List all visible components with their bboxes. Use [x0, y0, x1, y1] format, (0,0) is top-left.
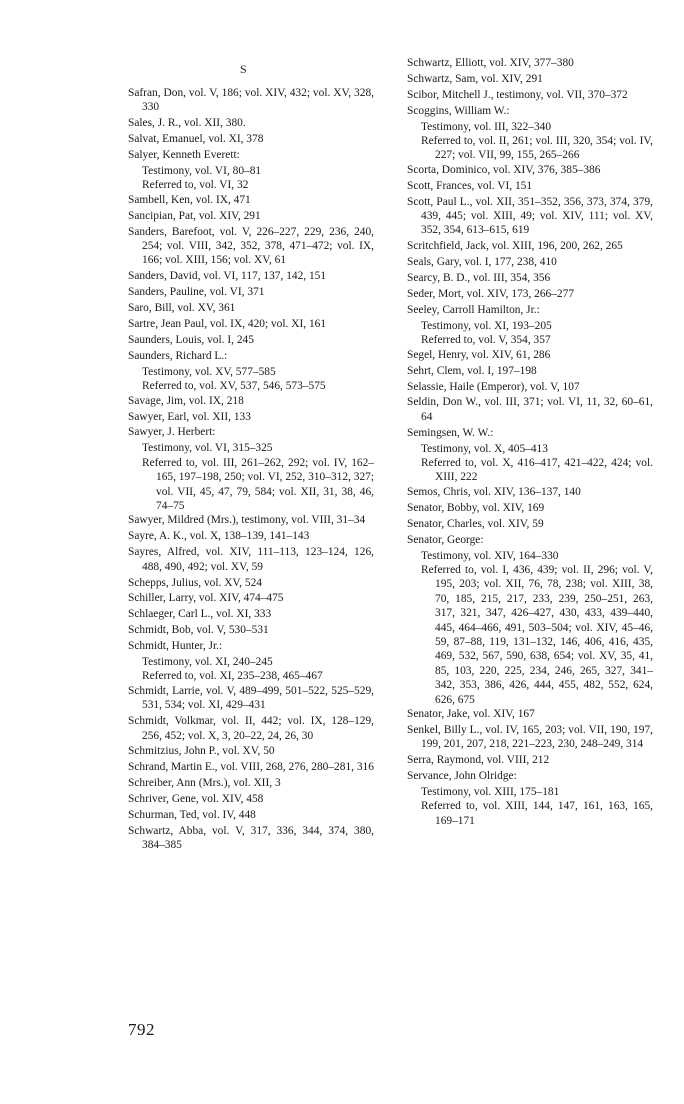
index-entry — [407, 163, 653, 177]
index-entry-heading: Servance, John Olridge: — [407, 770, 517, 783]
index-entry-heading: Schmidt, Volkmar, vol. II, 442; vol. IX, 128–129, 256, 452; vol. X, 3, 20–22, 24, 26, 30 — [128, 715, 374, 742]
index-entry — [128, 193, 374, 207]
index-entry — [407, 239, 653, 253]
index-entry-heading: Seder, Mort, vol. XIV, 173, 266–277 — [407, 288, 575, 301]
index-entry-heading: Sawyer, Earl, vol. XII, 133 — [128, 410, 251, 423]
index-entry-heading: Senator, Jake, vol. XIV, 167 — [407, 707, 535, 720]
index-entry — [128, 808, 374, 822]
index-entry — [128, 410, 374, 424]
index-entry-heading: Schwartz, Elliott, vol. XIV, 377–380 — [407, 57, 574, 69]
page-number: 792 — [128, 1020, 155, 1039]
index-entry — [128, 333, 374, 347]
index-entry — [128, 317, 374, 331]
index-subentry: Referred to, vol. II, 261; vol. III, 320, 354; vol. IV, 227; vol. VII, 99, 155, 265–266 — [421, 135, 653, 162]
index-entry — [407, 348, 653, 362]
index-entry-heading: Sanders, David, vol. VI, 117, 137, 142, 151 — [128, 270, 327, 283]
index-subentry: Testimony, vol. X, 405–413 — [421, 442, 548, 455]
index-entry — [128, 349, 374, 394]
index-entry-heading: Scott, Paul L., vol. XII, 351–352, 356, 373, 374, 379, 439, 445; vol. XIII, 49; vol. XIV, 111; vol. XV, 352, 354, 613–615, 619 — [407, 195, 653, 237]
index-entry — [407, 271, 653, 285]
index-entry — [407, 426, 653, 485]
index-entry — [407, 380, 653, 394]
index-entry — [407, 88, 653, 102]
index-entry — [407, 56, 653, 70]
index-entry-heading: Sancipian, Pat, vol. XIV, 291 — [128, 209, 261, 222]
index-subentry: Testimony, vol. VI, 80–81 — [142, 165, 262, 178]
index-subentry: Referred to, vol. XV, 537, 546, 573–575 — [142, 380, 326, 393]
index-entry — [407, 501, 653, 515]
index-entry-heading: Schurman, Ted, vol. IV, 448 — [128, 809, 256, 822]
index-entry-heading: Scorta, Dominico, vol. XIV, 376, 385–386 — [407, 163, 601, 176]
index-entry — [128, 744, 374, 758]
index-entry — [128, 684, 374, 713]
index-entry-heading: Schriver, Gene, vol. XIV, 458 — [128, 793, 264, 806]
index-entry — [128, 607, 374, 621]
index-entry — [128, 529, 374, 543]
index-entry-heading: Salvat, Emanuel, vol. XI, 378 — [128, 133, 264, 146]
index-entry — [407, 723, 653, 752]
index-entry — [407, 303, 653, 348]
index-entry-heading: Scritchfield, Jack, vol. XIII, 196, 200, 262, 265 — [407, 240, 623, 253]
index-subentry: Testimony, vol. VI, 315–325 — [142, 442, 273, 455]
index-entry-heading: Sambell, Ken, vol. IX, 471 — [128, 193, 251, 206]
index-entry — [407, 287, 653, 301]
index-entry-heading: Schrand, Martin E., vol. VIII, 268, 276, 280–281, 316 — [128, 761, 374, 774]
index-entry-heading: Saunders, Louis, vol. I, 245 — [128, 334, 254, 346]
index-entry-heading: Senator, Charles, vol. XIV, 59 — [407, 517, 544, 530]
index-entry — [128, 760, 374, 774]
index-entry — [407, 485, 653, 499]
index-entry-heading: Sanders, Pauline, vol. VI, 371 — [128, 286, 265, 299]
index-entry — [407, 769, 653, 828]
index-entry-heading: Saro, Bill, vol. XV, 361 — [128, 302, 236, 315]
index-entry-heading: Sayres, Alfred, vol. XIV, 111–113, 123–124, 126, 488, 490, 492; vol. XV, 59 — [128, 546, 374, 573]
index-subentry: Testimony, vol. XI, 240–245 — [142, 656, 273, 669]
index-entry-heading: Schmitzius, John P., vol. XV, 50 — [128, 745, 275, 758]
index-entry — [128, 301, 374, 315]
index-subentry: Referred to, vol. XIII, 144, 147, 161, 163, 165, 169–171 — [421, 800, 653, 827]
index-entry-heading: Schlaeger, Carl L., vol. XI, 333 — [128, 608, 272, 621]
index-entry — [407, 753, 653, 767]
index-entry-heading: Schreiber, Ann (Mrs.), vol. XII, 3 — [128, 777, 281, 790]
index-entry-heading: Scott, Frances, vol. VI, 151 — [407, 179, 533, 192]
index-entry — [128, 545, 374, 574]
index-subentry: Testimony, vol. XIII, 175–181 — [421, 786, 560, 798]
index-entry-heading: Senator, George: — [407, 533, 484, 546]
index-entry — [128, 714, 374, 743]
index-entry — [128, 576, 374, 590]
left-index-column — [128, 86, 374, 854]
index-entry — [128, 148, 374, 193]
index-subentry: Referred to, vol. V, 354, 357 — [421, 334, 551, 347]
index-entry — [407, 707, 653, 721]
index-entry-heading: Sawyer, Mildred (Mrs.), testimony, vol. VIII, 31–34 — [128, 514, 366, 527]
index-subentry: Testimony, vol. XV, 577–585 — [142, 365, 276, 378]
index-entry-heading: Savage, Jim, vol. IX, 218 — [128, 394, 244, 407]
index-entry-heading: Seeley, Carroll Hamilton, Jr.: — [407, 304, 540, 316]
index-entry-heading: Sehrt, Clem, vol. I, 197–198 — [407, 364, 537, 377]
index-entry — [128, 623, 374, 637]
index-entry-heading: Serra, Raymond, vol. VIII, 212 — [407, 754, 550, 767]
index-entry-heading: Sanders, Barefoot, vol. V, 226–227, 229, 236, 240, 254; vol. VIII, 342, 352, 378, 471–472; vol. IX, 166; vol. XIII, 156; vol. XV, 61 — [128, 225, 374, 267]
index-entry-heading: Schwartz, Sam, vol. XIV, 291 — [407, 72, 543, 85]
index-entry-heading: Salyer, Kenneth Everett: — [128, 149, 240, 162]
index-entry-heading: Senkel, Billy L., vol. IV, 165, 203; vol. VII, 190, 197, 199, 201, 207, 218, 221–223, 230, 248–249, 314 — [407, 723, 653, 751]
index-entry — [128, 824, 374, 853]
index-subentry: Testimony, vol. III, 322–340 — [421, 120, 552, 133]
index-entry — [128, 269, 374, 283]
right-index-column — [407, 56, 653, 828]
index-entry — [128, 285, 374, 299]
index-entry — [128, 425, 374, 513]
index-entry — [128, 639, 374, 684]
index-entry-heading: Schmidt, Bob, vol. V, 530–531 — [128, 624, 269, 637]
index-entry-heading: Senator, Bobby, vol. XIV, 169 — [407, 501, 545, 514]
index-subentry: Referred to, vol. X, 416–417, 421–422, 424; vol. XIII, 222 — [421, 457, 653, 484]
index-subentry: Testimony, vol. XIV, 164–330 — [421, 549, 559, 562]
index-entry-heading: Sales, J. R., vol. XII, 380. — [128, 117, 246, 130]
index-entry — [407, 255, 653, 269]
index-entry-heading: Schwartz, Abba, vol. V, 317, 336, 344, 374, 380, 384–385 — [128, 825, 374, 852]
index-entry — [128, 225, 374, 268]
index-entry-heading: Sayre, A. K., vol. X, 138–139, 141–143 — [128, 530, 310, 543]
index-entry — [128, 394, 374, 408]
index-entry — [407, 195, 653, 238]
index-subentry: Referred to, vol. I, 436, 439; vol. II, 296; vol. V, 195, 203; vol. XII, 76, 78, 238; vol. XIII, 38, 70, 185, 215, 217, 233, 239, 250–251, 263, 317, 321, 347, 426–427, 430, 433, 439–440, 445, 464–466, 491, 503–504; vol. XIV, 45–46, 59, 87–88, 119, 131–132, 146, 406, 416, 435, 469, 532, 567, 590, 638, 654; vol. XV, 35, 41, 85, 103, 220, 225, 234, 246, 265, 327, 341–342, 353, 386, 426, 444, 455, 482, 552, 624, 626, 675 — [421, 563, 653, 706]
index-entry — [128, 116, 374, 130]
index-entry-heading: Seals, Gary, vol. I, 177, 238, 410 — [407, 256, 557, 269]
index-entry — [407, 364, 653, 378]
index-subentry: Referred to, vol. III, 261–262, 292; vol. IV, 162–165, 197–198, 250; vol. VI, 252, 310–312, 327; vol. VII, 45, 47, 79, 584; vol. XII, 31, 38, 46, 74–75 — [142, 456, 374, 512]
index-entry — [128, 776, 374, 790]
index-entry — [128, 513, 374, 527]
index-entry-heading: Scibor, Mitchell J., testimony, vol. VII, 370–372 — [407, 88, 628, 101]
index-entry-heading: Segel, Henry, vol. XIV, 61, 286 — [407, 348, 551, 361]
index-entry-heading: Schepps, Julius, vol. XV, 524 — [128, 576, 262, 589]
index-entry-heading: Seldin, Don W., vol. III, 371; vol. VI, 11, 32, 60–61, 64 — [407, 396, 653, 423]
index-entry — [407, 533, 653, 707]
index-entry-heading: Searcy, B. D., vol. III, 354, 356 — [407, 272, 551, 285]
index-entry-heading: Sartre, Jean Paul, vol. IX, 420; vol. XI, 161 — [128, 318, 327, 331]
index-subentry: Testimony, vol. XI, 193–205 — [421, 319, 552, 332]
index-entry-heading: Semos, Chris, vol. XIV, 136–137, 140 — [407, 485, 581, 498]
index-entry — [407, 104, 653, 163]
index-entry-heading: Scoggins, William W.: — [407, 104, 510, 117]
index-entry-heading: Sawyer, J. Herbert: — [128, 426, 216, 439]
index-entry-heading: Schmidt, Hunter, Jr.: — [128, 640, 223, 653]
index-entry — [407, 517, 653, 531]
index-entry-heading: Schiller, Larry, vol. XIV, 474–475 — [128, 592, 284, 605]
index-entry — [128, 591, 374, 605]
index-entry — [407, 179, 653, 193]
index-entry — [128, 209, 374, 223]
index-entry — [128, 132, 374, 146]
section-letter: S — [240, 62, 247, 76]
index-entry — [407, 395, 653, 424]
index-entry — [128, 792, 374, 806]
index-entry — [128, 86, 374, 115]
index-subentry: Referred to, vol. VI, 32 — [142, 179, 249, 192]
index-entry-heading: Selassie, Haile (Emperor), vol. V, 107 — [407, 380, 580, 393]
index-entry-heading: Semingsen, W. W.: — [407, 426, 494, 439]
index-entry-heading: Saunders, Richard L.: — [128, 349, 228, 362]
index-entry-heading: Safran, Don, vol. V, 186; vol. XIV, 432; vol. XV, 328, 330 — [128, 87, 374, 114]
index-subentry: Referred to, vol. XI, 235–238, 465–467 — [142, 670, 323, 683]
index-entry-heading: Schmidt, Larrie, vol. V, 489–499, 501–522, 525–529, 531, 534; vol. XI, 429–431 — [128, 684, 374, 712]
index-entry — [407, 72, 653, 86]
